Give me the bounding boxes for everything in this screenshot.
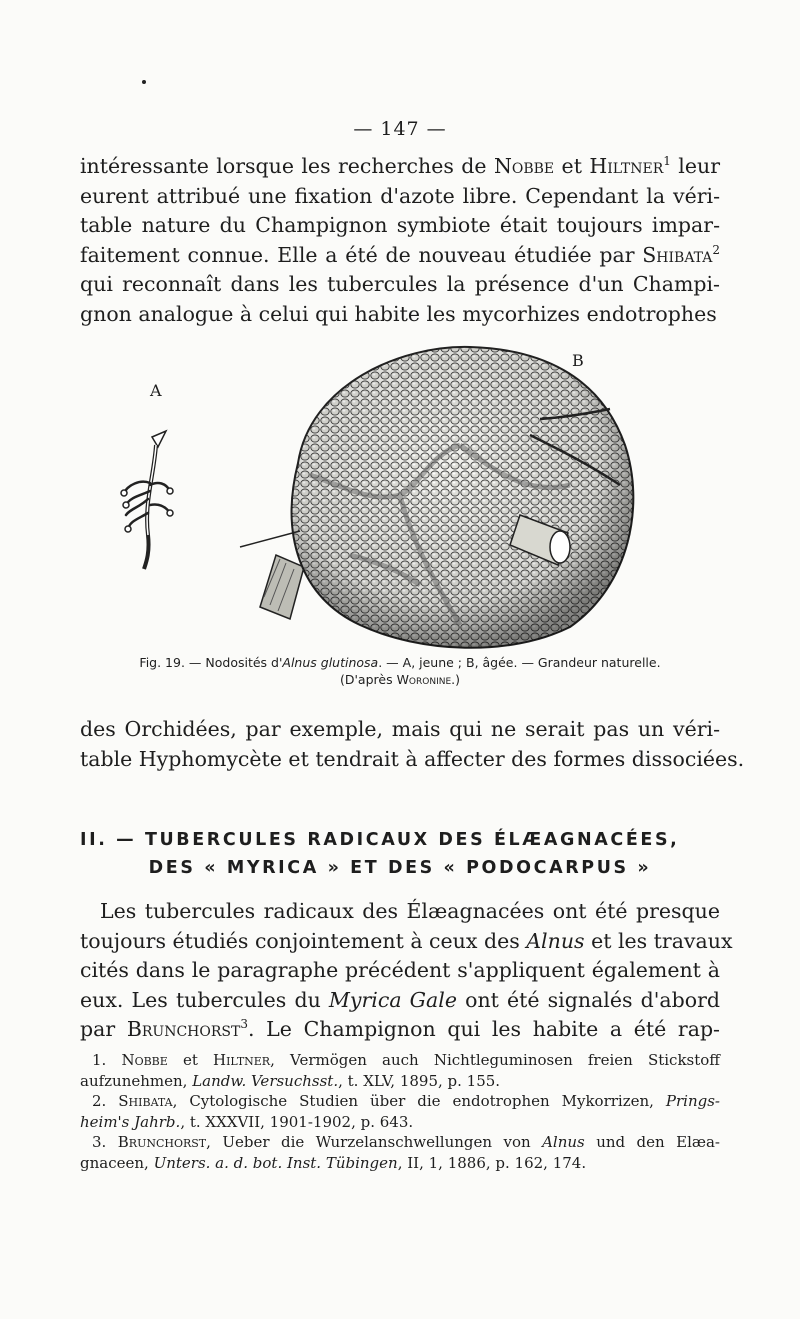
figure-caption bbox=[80, 654, 720, 688]
text-line: intéressante lorsque les recherches de Nobbe et Hiltner$^1$ leur bbox=[80, 154, 720, 178]
text-line: table Hyphomycète et tendrait à affecter des formes dissociées. bbox=[80, 746, 745, 771]
text-line: gnon analogue à celui qui habite les mycorhizes endotrophes bbox=[80, 301, 717, 326]
text-line: qui reconnaît dans les tubercules la présence d'un Champi- bbox=[80, 272, 720, 296]
text-line: faitement connue. Elle a été de nouveau étudiée par Shibata$^2$ bbox=[80, 242, 720, 267]
caption-line: (D'après Woronine.) bbox=[339, 672, 461, 687]
text-line: des Orchidées, par exemple, mais qui ne serait pas un véri- bbox=[80, 717, 720, 741]
page-number: — 147 — bbox=[353, 118, 447, 140]
label-b: B bbox=[572, 351, 584, 370]
text-line: toujours étudiés conjointement à ceux des Alnus et les travaux bbox=[80, 928, 733, 953]
text-line: eurent attribué une fixation d'azote libre. Cependant la véri- bbox=[80, 183, 720, 208]
speck bbox=[142, 80, 146, 84]
footnote-3-cont: gnaceen, Unters. a. d. bot. Inst. Tübingen, II, 1, 1886, p. 162, 174. bbox=[80, 1153, 587, 1172]
paragraph-continued bbox=[80, 715, 745, 774]
paragraph-tubercules bbox=[80, 897, 733, 1045]
footnote-2-cont: heim's Jahrb., t. XXXVII, 1901-1902, p. 643. bbox=[80, 1112, 414, 1131]
label-a: A bbox=[150, 381, 162, 400]
heading-line: DES « MYRICA » ET DES « PODOCARPUS » bbox=[148, 858, 652, 878]
old-nodule-drawing bbox=[240, 347, 633, 648]
nodule-illustration bbox=[100, 335, 700, 655]
text-line: par Brunchorst$^3$. Le Champignon qui les habite a été rap- bbox=[80, 1017, 720, 1041]
text-line: cités dans le paragraphe précédent s'appliquent également à bbox=[80, 958, 720, 982]
footnote-3: 3. Brunchorst, Ueber die Wurzelanschwellungen von Alnus und den Elæa- bbox=[92, 1133, 720, 1151]
text-line: table nature du Champignon symbiote était toujours impar- bbox=[80, 213, 720, 237]
caption-line: Fig. 19. — Nodosités d'Alnus glutinosa. — A, jeune ; B, âgée. — Grandeur naturelle. bbox=[139, 655, 661, 670]
figure-nodosites bbox=[100, 335, 700, 655]
footnote-1: 1. Nobbe et Hiltner, Vermögen auch Nichtleguminosen freien Stickstoff bbox=[92, 1051, 720, 1069]
paragraph-intro bbox=[80, 152, 720, 329]
section-heading bbox=[80, 826, 720, 882]
young-nodule-drawing bbox=[121, 431, 173, 569]
footnote-1-cont: aufzunehmen, Landw. Versuchsst., t. XLV, 1895, p. 155. bbox=[80, 1071, 501, 1090]
heading-line: II. — TUBERCULES RADICAUX DES ÉLÆAGNACÉES, bbox=[80, 830, 680, 850]
text-line: eux. Les tubercules du Myrica Gale ont été signalés d'abord bbox=[80, 987, 720, 1012]
footnote-2: 2. Shibata, Cytologische Studien über die endotrophen Mykorrizen, Prings- bbox=[92, 1092, 720, 1110]
text-line: Les tubercules radicaux des Élæagnacées ont été presque bbox=[100, 899, 720, 923]
footnotes bbox=[80, 1050, 720, 1173]
